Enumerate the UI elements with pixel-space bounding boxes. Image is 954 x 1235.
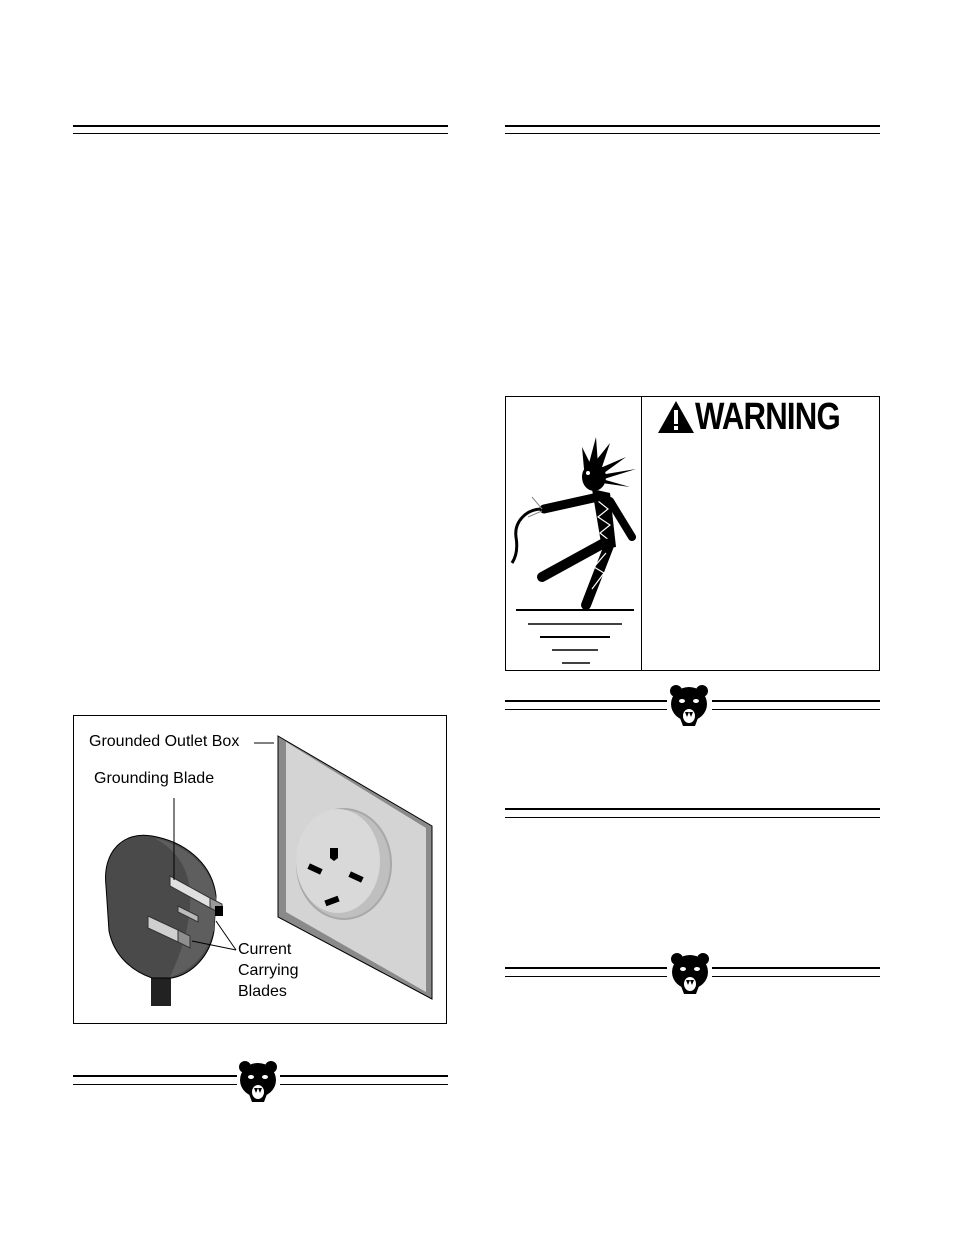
separator-2-rule-right-bottom	[712, 976, 880, 977]
separator-2-rule-right-top	[712, 967, 880, 969]
plug-outlet-figure	[73, 715, 447, 1024]
separator-3-rule-right-bottom	[280, 1084, 448, 1085]
bear-head-icon	[669, 684, 709, 728]
warning-divider	[641, 397, 642, 670]
warning-heading: WARNING	[695, 396, 840, 438]
separator-3-rule-left-bottom	[73, 1084, 237, 1085]
electrocution-icon	[506, 397, 640, 670]
right-section-rule-bottom	[505, 133, 880, 134]
right-section2-rule-bottom	[505, 817, 880, 818]
current-blades-label-line3: Blades	[238, 983, 287, 1000]
bear-head-icon	[238, 1060, 278, 1104]
warning-box	[505, 396, 880, 671]
separator-1-rule-left-bottom	[505, 709, 667, 710]
left-section-rule-bottom	[73, 133, 448, 134]
grounding-blade-label: Grounding Blade	[94, 770, 215, 787]
separator-2-rule-left-bottom	[505, 976, 667, 977]
warning-triangle-icon	[656, 399, 696, 435]
bear-head-icon	[670, 952, 710, 996]
separator-3-rule-left-top	[73, 1075, 237, 1077]
current-blades-label-line1: Current	[238, 941, 292, 958]
right-section-rule-top	[505, 125, 880, 127]
separator-2-rule-left-top	[505, 967, 667, 969]
separator-1-rule-right-top	[712, 700, 880, 702]
current-blades-label-line2: Carrying	[238, 962, 299, 979]
left-section-rule-top	[73, 125, 448, 127]
separator-1-rule-left-top	[505, 700, 667, 702]
separator-3-rule-right-top	[280, 1075, 448, 1077]
separator-1-rule-right-bottom	[712, 709, 880, 710]
outlet-box-label: Grounded Outlet Box	[89, 733, 240, 750]
right-section2-rule-top	[505, 808, 880, 810]
